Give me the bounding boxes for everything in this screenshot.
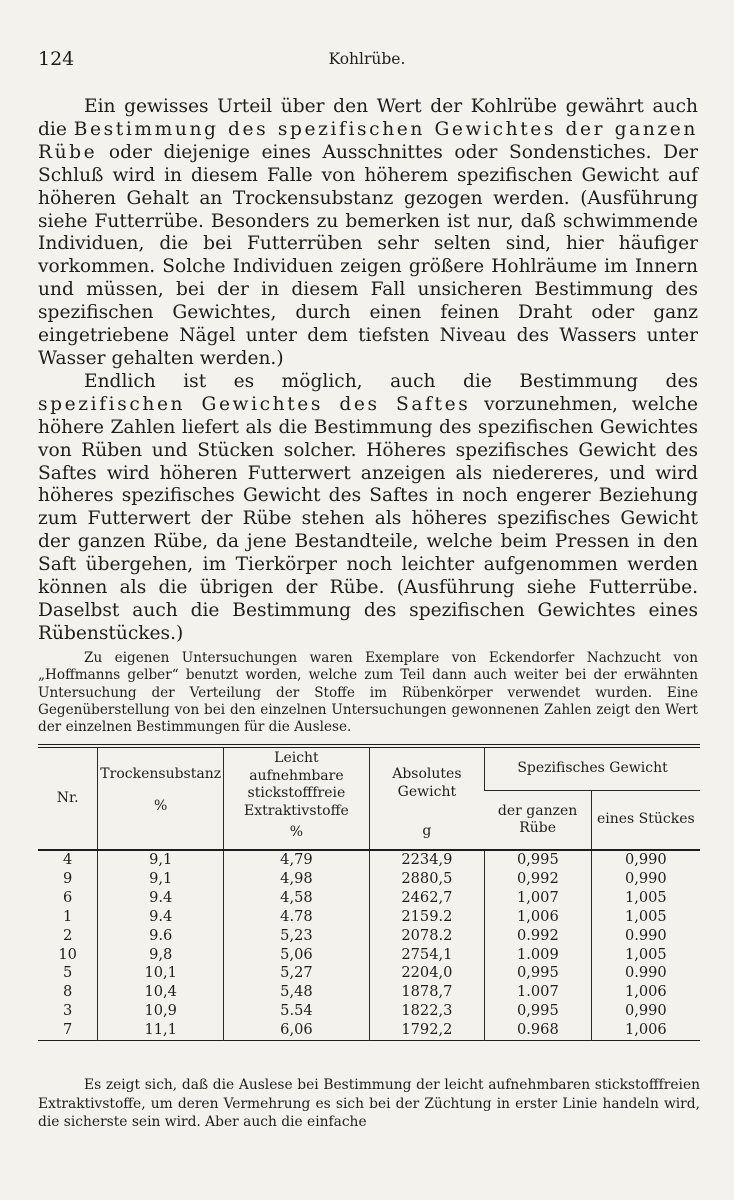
paragraph-text: Endlich ist es möglich, auch die Bestimmung des (84, 370, 698, 392)
cell-absolutes-gewicht: 1792,2 (369, 1021, 484, 1040)
cell-spez-ruebe: 1.007 (485, 983, 592, 1002)
table-row (38, 946, 700, 965)
page-header (38, 48, 696, 74)
header-unit: % (289, 824, 304, 840)
cell-spez-stueck: 0,990 (591, 1002, 700, 1021)
cell-spez-ruebe: 0,995 (485, 964, 592, 983)
cell-trockensubstanz: 10,1 (98, 964, 224, 983)
closing-paragraph: Es zeigt sich, daß die Auslese bei Bestimmung der leicht aufnehmbaren stickstofffreien Extraktivstoffe, um deren Vermehrung es sich bei der Züchtung in erster Linie handeln wird, die sicherste sein wird. Aber auch die einfache (38, 1077, 700, 1131)
running-title: Kohlrübe. (328, 50, 406, 68)
spaced-emphasis: Bestimmung des spezifischen Gewichtes der ganzen Rübe (38, 118, 698, 163)
cell-nr: 9 (63, 869, 73, 887)
header-der-ganzen-ruebe: der ganzen Rübe (485, 791, 592, 851)
paragraph-text: oder diejenige eines Ausschnittes oder Sondenstiches. Der Schluß wird in diesem Falle von höherem spezifischen Gewicht auf höheren Gehalt an Trockensubstanz gezogen werden. (Ausführung siehe Futterrübe. Besonders zu bemerken ist nur, daß schwimmende Individuen, die bei Futterrüben sehr selten sind, hier häufiger vorkommen. Solche Individuen zeigen größere Hohlräume im Innern und müssen, bei der in diesem Fall unsicheren Bestimmung des spezifischen Gewichtes, durch einen feinen Draht oder ganz eingetriebene Nägel unter dem tiefsten Niveau des Wassers unter Wasser gehalten werden.) (38, 141, 698, 369)
cell-absolutes-gewicht: 2234,9 (369, 850, 484, 870)
cell-trockensubstanz: 11,1 (98, 1021, 224, 1040)
cell-absolutes-gewicht: 2462,7 (369, 889, 484, 908)
table-row (38, 1002, 700, 1021)
cell-spez-stueck: 0,990 (591, 870, 700, 889)
cell-nr: 7 (63, 1021, 73, 1039)
small-print-paragraph: Zu eigenen Untersuchungen waren Exemplare von Eckendorfer Nachzucht von „Hoffmanns gelber“ benutzt worden, welche zum Teil dann auch weiter bei der erwähnten Untersuchung der Verteilung der Stoffe im Rübenkörper verwendet wurden. Eine Gegenüberstellung von bei den einzelnen Untersuchungen gewonnenen Zahlen zeigt den Wert der einzelnen Bestimmungen für die Auslese. (38, 649, 698, 736)
cell-spez-stueck: 0.990 (591, 927, 700, 946)
header-absolutes-gewicht (369, 746, 484, 850)
cell-spez-ruebe: 0,995 (485, 1002, 592, 1021)
cell-trockensubstanz: 10,4 (98, 983, 224, 1002)
cell-spez-stueck: 1,006 (591, 1021, 700, 1040)
paragraph-text: Ein gewisses Urteil über den Wert der Kohlrübe gewährt auch die (38, 96, 698, 140)
results-table (38, 744, 700, 1041)
table-row (38, 908, 700, 927)
header-label: Trockensubstanz (100, 766, 222, 782)
cell-nr: 4 (63, 851, 73, 868)
cell-extraktivstoffe: 4.78 (224, 908, 370, 927)
cell-extraktivstoffe: 5.54 (224, 1002, 370, 1021)
header-label: Leicht aufnehmbare stickstofffreie Extraktivstoffe (244, 750, 349, 819)
cell-trockensubstanz: 9.4 (98, 908, 224, 927)
cell-extraktivstoffe: 5,23 (224, 927, 370, 946)
page-number: 124 (38, 48, 75, 70)
spaced-emphasis: spezifischen Gewichtes des Saftes (38, 393, 471, 415)
cell-extraktivstoffe: 5,27 (224, 964, 370, 983)
paragraph-text: vorzunehmen, welche höhere Zahlen liefert als die Bestimmung des spezifischen Gewichtes von Rüben und Stücken solcher. Höheres spezifisches Gewicht des Saftes wird höheren Futterwert anzeigen als niedereres, und wird höheres spezifisches Gewicht des Saftes in noch engerer Beziehung zum Futterwert der Rübe stehen als höheres spezifisches Gewicht der ganzen Rübe, da jene Bestandteile, welche beim Pressen in den Saft übergehen, im Tierkörper noch leichter aufgenommen werden können als die übrigen der Rübe. (Ausführung siehe Futterrübe. Daselbst auch die Bestimmung des spezifischen Gewichtes eines Rübenstückes.) (38, 393, 698, 644)
cell-nr: 8 (63, 983, 73, 1001)
table-row (38, 850, 700, 870)
cell-trockensubstanz: 9,1 (98, 850, 224, 870)
cell-spez-stueck: 1,005 (591, 946, 700, 965)
cell-nr: 1 (63, 907, 73, 925)
table-row (38, 889, 700, 908)
table-row (38, 870, 700, 889)
header-spezifisches-gewicht: Spezifisches Gewicht (485, 746, 700, 791)
cell-absolutes-gewicht: 1878,7 (369, 983, 484, 1002)
table-row (38, 927, 700, 946)
cell-spez-ruebe: 1,006 (485, 908, 592, 927)
cell-nr: 6 (63, 888, 73, 906)
table-row (38, 964, 700, 983)
cell-spez-stueck: 1,006 (591, 983, 700, 1002)
header-unit: % (154, 797, 168, 814)
cell-absolutes-gewicht: 1822,3 (369, 1002, 484, 1021)
cell-spez-ruebe: 0.992 (485, 927, 592, 946)
cell-nr: 5 (63, 964, 73, 982)
cell-absolutes-gewicht: 2204,0 (369, 964, 484, 983)
cell-absolutes-gewicht: 2159.2 (369, 908, 484, 927)
cell-nr: 2 (63, 926, 73, 944)
cell-extraktivstoffe: 5,48 (224, 983, 370, 1002)
cell-extraktivstoffe: 5,06 (224, 946, 370, 965)
cell-spez-stueck: 1,005 (591, 908, 700, 927)
cell-spez-ruebe: 0,995 (485, 850, 592, 870)
paragraph-specific-weight-juice (38, 371, 698, 646)
body-text (38, 96, 698, 737)
header-unit: g (422, 823, 432, 839)
cell-spez-ruebe: 0,992 (485, 870, 592, 889)
header-leicht-aufnehmbar (224, 746, 370, 850)
header-eines-stueckes: eines Stückes (591, 791, 700, 851)
cell-trockensubstanz: 9,8 (98, 946, 224, 965)
cell-extraktivstoffe: 4,58 (224, 889, 370, 908)
cell-absolutes-gewicht: 2754,1 (369, 946, 484, 965)
cell-nr: 10 (58, 945, 77, 963)
cell-spez-ruebe: 1,007 (485, 889, 592, 908)
cell-trockensubstanz: 9,1 (98, 870, 224, 889)
cell-extraktivstoffe: 6,06 (224, 1021, 370, 1040)
cell-spez-ruebe: 1.009 (485, 946, 592, 965)
table-row (38, 983, 700, 1002)
header-nr: Nr. (38, 746, 98, 850)
cell-spez-stueck: 0.990 (591, 964, 700, 983)
cell-absolutes-gewicht: 2078.2 (369, 927, 484, 946)
cell-absolutes-gewicht: 2880,5 (369, 870, 484, 889)
cell-nr: 3 (63, 1002, 73, 1020)
cell-spez-stueck: 1,005 (591, 889, 700, 908)
cell-extraktivstoffe: 4,79 (224, 850, 370, 870)
cell-spez-ruebe: 0.968 (485, 1021, 592, 1040)
cell-trockensubstanz: 10,9 (98, 1002, 224, 1021)
table-row (38, 1021, 700, 1040)
cell-trockensubstanz: 9.4 (98, 889, 224, 908)
cell-extraktivstoffe: 4,98 (224, 870, 370, 889)
paragraph-specific-weight-root (38, 96, 698, 371)
cell-trockensubstanz: 9.6 (98, 927, 224, 946)
header-label: Absolutes Gewicht (392, 766, 462, 800)
cell-spez-stueck: 0,990 (591, 850, 700, 870)
header-trockensubstanz (98, 746, 224, 850)
